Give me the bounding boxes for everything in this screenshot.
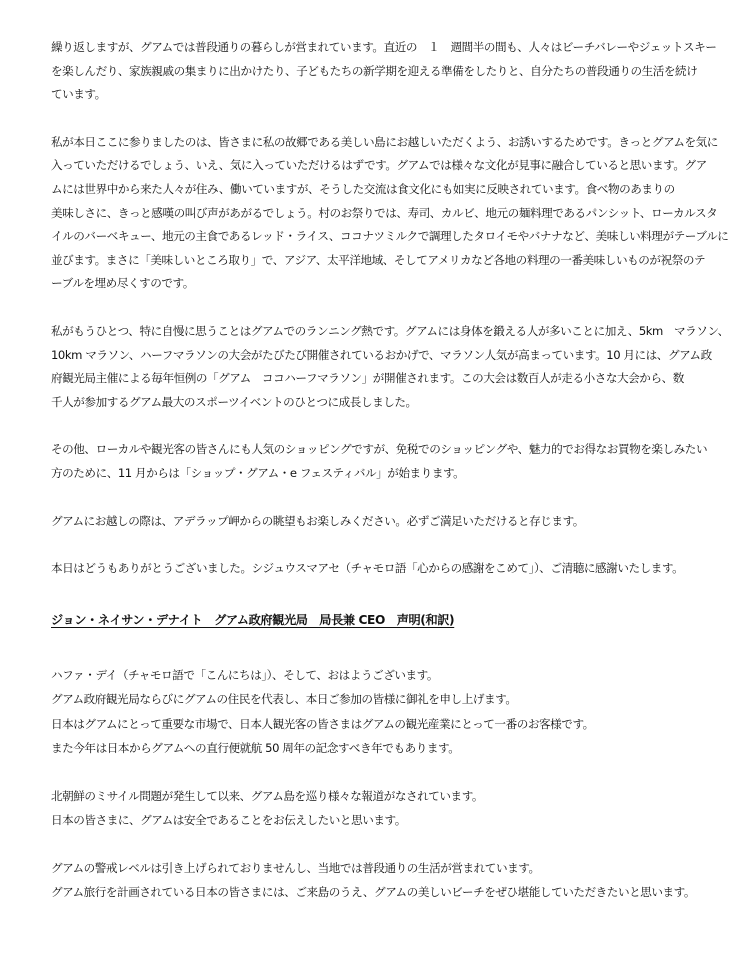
document-page [51, 36, 729, 905]
statement-safety [51, 784, 711, 833]
text-line: 私が本日ここに参りましたのは、皆さまに私の故郷である美しい島にお越しいただくよう、お誘いするためです。きっとグアムを気に [51, 134, 718, 149]
text-line: を楽しんだり、家族親戚の集まりに出かけたり、子どもたちの新学期を迎える準備をしたりと、自分たちの普段通りの生活を続け [51, 63, 698, 78]
text-line: グアムの警戒レベルは引き上げられておりませんし、当地では普段通りの生活が営まれています。 [51, 860, 540, 875]
text-line: グアム旅行を計画されている日本の皆さまには、ご来島のうえ、グアムの美しいビーチをぜひ堪能していただきたいと思います。 [51, 885, 696, 900]
text-line: また今年は日本からグアムへの直行便就航 50 周年の記念すべき年でもあります。 [51, 741, 460, 756]
text-line: 私がもうひとつ、特に自慢に思うことはグアムでのランニング熱です。グアムには身体を鍛える人が多いことに加え、5km マラソン、 [51, 323, 729, 338]
statement-greeting [51, 663, 711, 761]
section-heading [51, 608, 711, 632]
text-line: 北朝鮮のミサイル問題が発生して以来、グアム島を巡り様々な報道がなされています。 [51, 788, 484, 803]
text-line: ハファ・デイ（チャモロ語で「こんにちは」）、そして、おはようございます。 [51, 667, 439, 682]
text-line: 繰り返しますが、グアムでは普段通りの暮らしが営まれています。直近の １ 週間半の間も、人々はビーチバレーやジェットスキー [51, 40, 717, 54]
text-line: 日本の皆さまに、グアムは安全であることをお伝えしたいと思います。 [51, 813, 406, 828]
text-line: イルのバーベキュー、地元の主食であるレッド・ライス、ココナツミルクで調理したタロイモやバナナなど、美味しい料理がテーブルに [51, 229, 729, 244]
text-line: 日本はグアムにとって重要な市場で、日本人観光客の皆さまはグアムの観光産業にとって一番のお客様です。 [51, 716, 594, 731]
text-line: ムには世界中から来た人々が住み、働いていますが、そうした交流は食文化にも如実に反映されています。食べ物のあまりの [51, 181, 675, 196]
text-line: その他、ローカルや観光客の皆さんにも人気のショッピングですが、免税でのショッピングや、魅力的でお得なお買物を楽しみたい [51, 442, 708, 457]
text-line: グアムにお越しの際は、アデラップ岬からの眺望もお楽しみください。必ずご満足いただけると存じます。 [51, 513, 584, 528]
text-line: 本日はどうもありがとうございました。シジュウスマアセ（チャモロ語「心からの感謝をこめて」）、ご清聴に感謝いたします。 [51, 561, 684, 576]
heading-text: ジョン・ネイサン・デナイト グアム政府観光局 局長兼 CEO 声明(和訳) [51, 612, 455, 627]
text-line: 並びます。まさに「美味しいところ取り」で、アジア、太平洋地域、そしてアメリカなど各地の料理の一番美味しいものが祝祭のテ [51, 252, 706, 267]
text-line: 10km マラソン、ハーフマラソンの大会がたびたび開催されているおかげで、マラソン人気が高まっています。10 月には、グアム政 [51, 347, 712, 362]
text-line: 方のために、11 月からは「ショップ・グアム・e フェスティバル」が始まります。 [51, 465, 465, 480]
paragraph-running [51, 320, 729, 414]
paragraph-thanks [51, 557, 711, 581]
text-line: ーブルを埋め尽くすのです。 [51, 276, 194, 291]
text-line: ています。 [51, 87, 106, 102]
statement-alert-level [51, 856, 711, 905]
paragraph-view [51, 510, 711, 534]
text-line: グアム政府観光局ならびにグアムの住民を代表し、本日ご参加の皆様に御礼を申し上げます。 [51, 692, 517, 707]
text-line: 美味しさに、きっと感嘆の叫び声があがるでしょう。村のお祭りでは、寿司、カルビ、地元の麺料理であるパンシット、ローカルスタ [51, 205, 718, 220]
paragraph-shopping [51, 438, 711, 485]
text-line: 入っていただけるでしょう、いえ、気に入っていただけるはずです。グアムでは様々な文化が見事に融合していると思います。グア [51, 158, 707, 173]
text-line: 千人が参加するグアム最大のスポーツイベントのひとつに成長しました。 [51, 394, 417, 409]
text-line: 府観光局主催による毎年恒例の「グアム ココハーフマラソン」が開催されます。この大会は数百人が走る小さな大会から、数 [51, 371, 684, 386]
paragraph-invitation [51, 131, 729, 296]
paragraph-daily-life [51, 36, 717, 107]
